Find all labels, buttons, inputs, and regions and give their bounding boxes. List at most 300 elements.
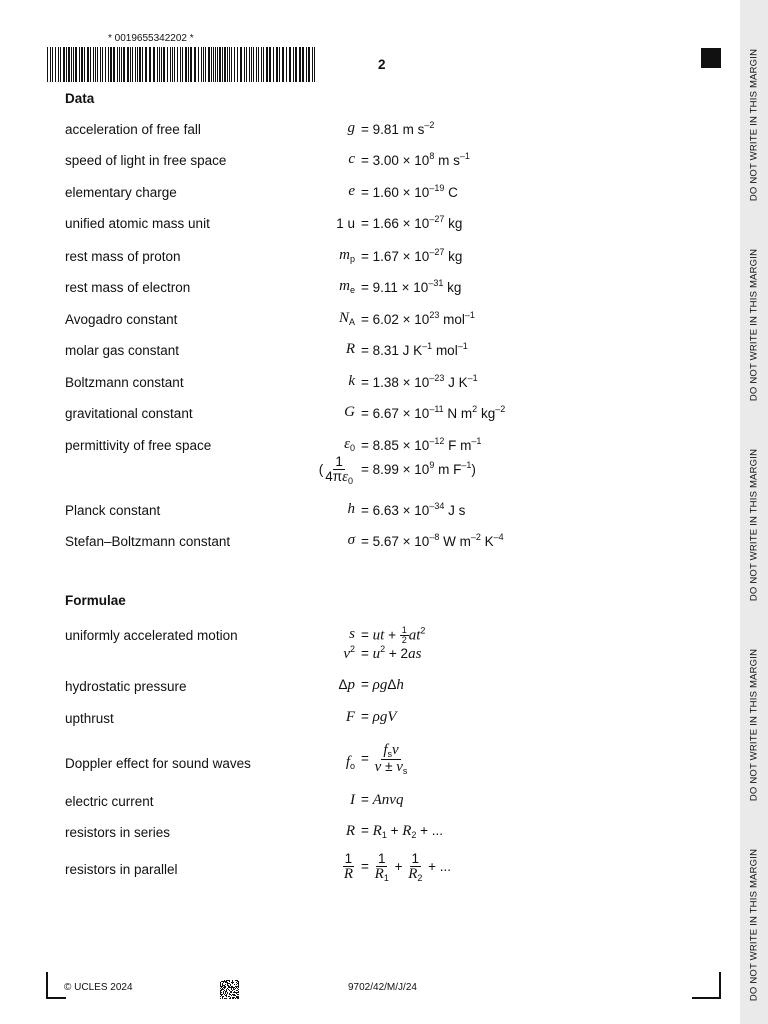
qr-module bbox=[222, 996, 223, 997]
qr-module bbox=[235, 998, 236, 999]
data-symbol: k bbox=[348, 373, 355, 389]
qr-module bbox=[238, 998, 239, 999]
formula-label: hydrostatic pressure bbox=[65, 679, 187, 694]
qr-module bbox=[235, 995, 236, 996]
qr-module bbox=[236, 980, 237, 981]
barcode-bar bbox=[211, 47, 212, 82]
formula-label: electric current bbox=[65, 794, 154, 809]
qr-module bbox=[224, 988, 225, 989]
qr-module bbox=[234, 994, 235, 995]
qr-module bbox=[224, 987, 225, 988]
qr-module bbox=[225, 982, 226, 983]
qr-module bbox=[220, 984, 221, 985]
data-value: = $1.67 \times 10^{-27}$ kg bbox=[361, 247, 463, 264]
qr-module bbox=[238, 991, 239, 992]
barcode-bar bbox=[231, 47, 232, 82]
data-label: rest mass of proton bbox=[65, 249, 181, 264]
qr-module bbox=[238, 992, 239, 993]
formula-symbol: s bbox=[349, 626, 355, 642]
barcode-serial: * 0019655342202 * bbox=[108, 33, 194, 44]
formula-expression: = ρgΔh bbox=[361, 677, 404, 693]
qr-module bbox=[235, 992, 236, 993]
qr-module bbox=[227, 982, 228, 983]
qr-module bbox=[232, 981, 233, 982]
barcode-bar bbox=[258, 47, 259, 82]
qr-module bbox=[228, 989, 229, 990]
data-symbol: $m_p$ bbox=[339, 247, 355, 264]
formulae-heading: Formulae bbox=[65, 593, 126, 608]
data-label: gravitational constant bbox=[65, 406, 193, 421]
qr-module bbox=[226, 980, 227, 981]
barcode-bar bbox=[117, 47, 118, 82]
qr-module bbox=[226, 991, 227, 992]
qr-module bbox=[228, 987, 229, 988]
data-value: = 8.31 J $K^{-1}$ mol$^{-1}$ bbox=[361, 341, 468, 358]
qr-module bbox=[238, 985, 239, 986]
barcode-bar bbox=[172, 47, 173, 82]
data-label: molar gas constant bbox=[65, 343, 180, 358]
qr-module bbox=[237, 981, 238, 982]
barcode-bar bbox=[269, 47, 271, 82]
qr-module bbox=[233, 987, 234, 988]
qr-module bbox=[230, 984, 231, 985]
qr-module bbox=[222, 994, 223, 995]
qr-module bbox=[223, 985, 224, 986]
barcode-bar bbox=[286, 47, 287, 82]
formula-expression: = $\frac{f_sv}{v \pm v_s}$ bbox=[361, 742, 408, 776]
qr-module bbox=[236, 990, 237, 991]
formula-label: upthrust bbox=[65, 711, 114, 726]
qr-module bbox=[237, 988, 238, 989]
qr-module bbox=[232, 983, 233, 984]
qr-module bbox=[226, 990, 227, 991]
qr-module bbox=[235, 980, 236, 981]
qr-module bbox=[231, 989, 232, 990]
qr-module bbox=[223, 989, 224, 990]
barcode-bar bbox=[135, 47, 136, 82]
data-label: Planck constant bbox=[65, 503, 161, 518]
barcode-bar bbox=[63, 47, 65, 82]
qr-module bbox=[237, 980, 238, 981]
formula-label: uniformly accelerated motion bbox=[65, 628, 238, 643]
barcode-bar bbox=[73, 47, 74, 82]
corner-mark bbox=[692, 997, 721, 999]
barcode-bar bbox=[87, 47, 89, 82]
qr-module bbox=[238, 981, 239, 982]
qr-module bbox=[232, 990, 233, 991]
data-value: = $6.67 \times 10^{-11}$ N $m^2$ $kg^{-2}$ bbox=[361, 404, 506, 421]
barcode-bar bbox=[188, 47, 189, 82]
qr-module bbox=[224, 985, 225, 986]
barcode-bar bbox=[90, 47, 91, 82]
qr-module bbox=[220, 983, 221, 984]
qr-module bbox=[238, 986, 239, 987]
data-symbol: $\varepsilon_0$ bbox=[344, 436, 355, 453]
qr-module bbox=[226, 982, 227, 983]
barcode-bar bbox=[314, 47, 315, 82]
formula-expression: = $\frac{1}{R_1}$ + $\frac{1}{R_2}$ + ... bbox=[361, 851, 452, 884]
barcode-bar bbox=[157, 47, 158, 82]
qr-module bbox=[233, 998, 234, 999]
qr-module bbox=[220, 986, 221, 987]
barcode-bar bbox=[312, 47, 313, 82]
qr-module bbox=[236, 993, 237, 994]
barcode-bar bbox=[256, 47, 257, 82]
formula-symbol: $f_o$ bbox=[345, 754, 355, 771]
data-symbol: R bbox=[345, 341, 355, 357]
qr-module bbox=[233, 988, 234, 989]
barcode-bar bbox=[282, 47, 284, 82]
formula-expression: = $R_1 + R_2$ + ... bbox=[361, 823, 444, 840]
qr-module bbox=[220, 985, 221, 986]
barcode-bar bbox=[50, 47, 51, 82]
qr-module bbox=[220, 996, 221, 997]
qr-module bbox=[231, 982, 232, 983]
qr-module bbox=[236, 992, 237, 993]
qr-module bbox=[220, 994, 221, 995]
qr-module bbox=[231, 992, 232, 993]
barcode-bar bbox=[215, 47, 216, 82]
qr-module bbox=[238, 982, 239, 983]
qr-module bbox=[227, 992, 228, 993]
qr-module bbox=[229, 987, 230, 988]
qr-module bbox=[236, 982, 237, 983]
qr-module bbox=[221, 994, 222, 995]
qr-module bbox=[223, 996, 224, 997]
qr-module bbox=[226, 981, 227, 982]
qr-module bbox=[232, 986, 233, 987]
qr-module bbox=[233, 992, 234, 993]
qr-module bbox=[237, 996, 238, 997]
barcode-bar bbox=[108, 47, 109, 82]
barcode-bar bbox=[273, 47, 274, 82]
qr-module bbox=[233, 995, 234, 996]
qr-module bbox=[224, 980, 225, 981]
formula-label: resistors in parallel bbox=[65, 862, 178, 877]
formula-expression: = ρgV bbox=[361, 709, 397, 725]
qr-module bbox=[229, 981, 230, 982]
qr-module bbox=[234, 991, 235, 992]
barcode-bar bbox=[293, 47, 294, 82]
barcode-bar bbox=[261, 47, 262, 82]
qr-module bbox=[230, 987, 231, 988]
qr-module bbox=[227, 985, 228, 986]
data-value: = $9.11 \times 10^{-31}$ kg bbox=[361, 278, 462, 295]
barcode-bar bbox=[249, 47, 250, 82]
formula-expression: = $u^2 + 2as$ bbox=[361, 644, 422, 662]
qr-module bbox=[230, 997, 231, 998]
qr-module bbox=[230, 998, 231, 999]
barcode-bar bbox=[276, 47, 278, 82]
qr-module bbox=[222, 998, 223, 999]
barcode-bar bbox=[180, 47, 181, 82]
qr-module bbox=[230, 991, 231, 992]
barcode-bar bbox=[100, 47, 101, 82]
barcode-bar bbox=[219, 47, 221, 82]
formula-symbol: R bbox=[345, 823, 355, 839]
qr-module bbox=[227, 993, 228, 994]
qr-code-image bbox=[220, 980, 239, 999]
coulomb-fraction: ( $\frac{1}{4\pi\varepsilon_0}$ bbox=[318, 454, 353, 487]
qr-module bbox=[227, 988, 228, 989]
qr-module bbox=[225, 991, 226, 992]
qr-module bbox=[222, 989, 223, 990]
barcode-bar bbox=[142, 47, 143, 82]
barcode-bar bbox=[52, 47, 53, 82]
qr-module bbox=[228, 985, 229, 986]
data-symbol: $N_A$ bbox=[338, 310, 355, 327]
barcode-bar bbox=[71, 47, 72, 82]
formula-expression: = Anvq bbox=[361, 792, 404, 808]
qr-module bbox=[221, 989, 222, 990]
formula-symbol: $\frac{1}{R}$ bbox=[343, 851, 353, 883]
qr-module bbox=[227, 980, 228, 981]
data-value: = $1.66 \times 10^{-27}$ kg bbox=[361, 214, 463, 231]
barcode-bar bbox=[237, 47, 238, 82]
qr-module bbox=[231, 988, 232, 989]
barcode-bar bbox=[208, 47, 210, 82]
barcode-bar bbox=[167, 47, 168, 82]
qr-module bbox=[229, 996, 230, 997]
formula-expression: = ut + $\frac{1}{2}$ $at^2$ bbox=[361, 625, 426, 646]
qr-module bbox=[226, 994, 227, 995]
barcode-image bbox=[47, 47, 319, 82]
qr-module bbox=[238, 997, 239, 998]
barcode-bar bbox=[240, 47, 242, 82]
barcode-bar bbox=[253, 47, 254, 82]
qr-module bbox=[225, 992, 226, 993]
qr-module bbox=[234, 997, 235, 998]
barcode-bar bbox=[58, 47, 59, 82]
data-value: = 9.81 m $s^{-2}$ bbox=[361, 120, 435, 137]
qr-module bbox=[222, 986, 223, 987]
data-symbol: e bbox=[348, 183, 355, 199]
qr-module bbox=[225, 981, 226, 982]
barcode-bar bbox=[201, 47, 202, 82]
qr-module bbox=[230, 985, 231, 986]
qr-module bbox=[236, 984, 237, 985]
data-symbol: σ bbox=[347, 532, 355, 548]
data-label: permittivity of free space bbox=[65, 438, 212, 453]
data-value: = $6.63 \times 10^{-34}$ J s bbox=[361, 501, 466, 518]
qr-module bbox=[237, 990, 238, 991]
barcode-bar bbox=[137, 47, 138, 82]
data-symbol: 1 u bbox=[336, 216, 355, 231]
qr-module bbox=[232, 998, 233, 999]
barcode-bar bbox=[295, 47, 297, 82]
qr-module bbox=[237, 994, 238, 995]
barcode-bar bbox=[110, 47, 112, 82]
qr-module bbox=[237, 997, 238, 998]
qr-module bbox=[235, 988, 236, 989]
qr-module bbox=[238, 994, 239, 995]
qr-module bbox=[224, 986, 225, 987]
qr-module bbox=[236, 996, 237, 997]
formula-symbol: Δp bbox=[338, 677, 355, 693]
barcode-bar bbox=[227, 47, 228, 82]
barcode-bar bbox=[306, 47, 307, 82]
qr-module bbox=[231, 995, 232, 996]
data-heading: Data bbox=[65, 91, 95, 106]
barcode-bar bbox=[251, 47, 252, 82]
data-symbol: c bbox=[348, 151, 355, 167]
barcode-bar bbox=[299, 47, 301, 82]
qr-module bbox=[228, 983, 229, 984]
qr-module bbox=[228, 996, 229, 997]
data-symbol: g bbox=[347, 120, 355, 136]
qr-module bbox=[226, 996, 227, 997]
barcode-bar bbox=[121, 47, 122, 82]
qr-module bbox=[224, 998, 225, 999]
qr-module bbox=[225, 987, 226, 988]
barcode-bar bbox=[182, 47, 183, 82]
qr-module bbox=[232, 997, 233, 998]
qr-module bbox=[229, 994, 230, 995]
qr-module bbox=[237, 992, 238, 993]
qr-module bbox=[224, 990, 225, 991]
qr-module bbox=[237, 998, 238, 999]
qr-module bbox=[238, 987, 239, 988]
copyright: © UCLES 2024 bbox=[64, 982, 133, 993]
qr-module bbox=[221, 986, 222, 987]
qr-module bbox=[233, 982, 234, 983]
corner-mark bbox=[46, 997, 66, 999]
qr-module bbox=[230, 992, 231, 993]
barcode-bar bbox=[246, 47, 247, 82]
formula-symbol: $v^2$ bbox=[343, 644, 355, 662]
qr-module bbox=[225, 995, 226, 996]
qr-module bbox=[220, 993, 221, 994]
qr-module bbox=[220, 982, 221, 983]
qr-module bbox=[233, 989, 234, 990]
qr-module bbox=[229, 986, 230, 987]
barcode-bar bbox=[127, 47, 129, 82]
qr-module bbox=[234, 992, 235, 993]
qr-module bbox=[229, 980, 230, 981]
barcode-bar bbox=[130, 47, 131, 82]
qr-module bbox=[238, 983, 239, 984]
barcode-bar bbox=[177, 47, 178, 82]
qr-module bbox=[235, 986, 236, 987]
barcode-bar bbox=[224, 47, 226, 82]
qr-module bbox=[229, 993, 230, 994]
qr-module bbox=[238, 989, 239, 990]
qr-module bbox=[223, 991, 224, 992]
barcode-bar bbox=[244, 47, 245, 82]
barcode-bar bbox=[205, 47, 206, 82]
barcode-bar bbox=[79, 47, 80, 82]
qr-module bbox=[221, 990, 222, 991]
barcode-bar bbox=[161, 47, 162, 82]
data-value: = $5.67 \times 10^{-8}$ W $m^{-2}$ $K^{-4}$ bbox=[361, 532, 504, 549]
qr-module bbox=[220, 991, 221, 992]
qr-module bbox=[237, 986, 238, 987]
qr-module bbox=[223, 993, 224, 994]
barcode-bar bbox=[279, 47, 280, 82]
qr-module bbox=[225, 984, 226, 985]
barcode-bar bbox=[119, 47, 120, 82]
barcode-bar bbox=[174, 47, 175, 82]
qr-module bbox=[227, 983, 228, 984]
barcode-bar bbox=[159, 47, 160, 82]
data-label: speed of light in free space bbox=[65, 153, 227, 168]
qr-module bbox=[234, 989, 235, 990]
qr-module bbox=[222, 997, 223, 998]
registration-mark bbox=[701, 48, 721, 68]
barcode-bar bbox=[229, 47, 230, 82]
data-symbol: $m_e$ bbox=[339, 278, 355, 295]
data-label: rest mass of electron bbox=[65, 280, 191, 295]
qr-module bbox=[229, 990, 230, 991]
qr-module bbox=[222, 985, 223, 986]
barcode-bar bbox=[97, 47, 98, 82]
barcode-bar bbox=[170, 47, 171, 82]
barcode-bar bbox=[75, 47, 77, 82]
barcode-bar bbox=[55, 47, 56, 82]
barcode-bar bbox=[132, 47, 133, 82]
barcode-bar bbox=[217, 47, 218, 82]
formula-label: Doppler effect for sound waves bbox=[65, 756, 251, 771]
qr-module bbox=[232, 994, 233, 995]
barcode-bar bbox=[302, 47, 304, 82]
qr-module bbox=[231, 991, 232, 992]
qr-module bbox=[221, 995, 222, 996]
barcode-bar bbox=[113, 47, 115, 82]
qr-module bbox=[227, 984, 228, 985]
corner-mark bbox=[46, 972, 48, 999]
qr-module bbox=[220, 988, 221, 989]
qr-module bbox=[238, 996, 239, 997]
formula-symbol: F bbox=[345, 709, 355, 725]
formula-label: resistors in series bbox=[65, 825, 171, 840]
qr-module bbox=[226, 998, 227, 999]
barcode-bar bbox=[289, 47, 291, 82]
qr-module bbox=[236, 997, 237, 998]
qr-module bbox=[236, 987, 237, 988]
barcode-bar bbox=[213, 47, 214, 82]
data-label: Avogadro constant bbox=[65, 312, 178, 327]
barcode-bar bbox=[185, 47, 187, 82]
qr-module bbox=[233, 997, 234, 998]
data-value: = $6.02 \times 10^{23}$ mol$^{-1}$ bbox=[361, 310, 475, 327]
qr-module bbox=[232, 982, 233, 983]
barcode-bar bbox=[139, 47, 141, 82]
qr-module bbox=[226, 989, 227, 990]
qr-module bbox=[222, 984, 223, 985]
barcode-bar bbox=[93, 47, 94, 82]
qr-module bbox=[234, 995, 235, 996]
paper-code: 9702/42/M/J/24 bbox=[348, 982, 417, 993]
qr-module bbox=[225, 986, 226, 987]
qr-module bbox=[228, 980, 229, 981]
corner-mark bbox=[719, 972, 721, 999]
qr-module bbox=[222, 983, 223, 984]
qr-module bbox=[221, 992, 222, 993]
qr-module bbox=[237, 983, 238, 984]
qr-module bbox=[222, 988, 223, 989]
qr-module bbox=[231, 986, 232, 987]
barcode-bar bbox=[66, 47, 67, 82]
qr-module bbox=[226, 995, 227, 996]
data-value: = $3.00 \times 10^8$ m $s^{-1}$ bbox=[361, 151, 470, 168]
barcode-bar bbox=[84, 47, 85, 82]
qr-module bbox=[234, 987, 235, 988]
qr-module bbox=[224, 994, 225, 995]
barcode-bar bbox=[153, 47, 155, 82]
qr-module bbox=[234, 984, 235, 985]
page-number: 2 bbox=[378, 57, 386, 72]
qr-module bbox=[223, 982, 224, 983]
